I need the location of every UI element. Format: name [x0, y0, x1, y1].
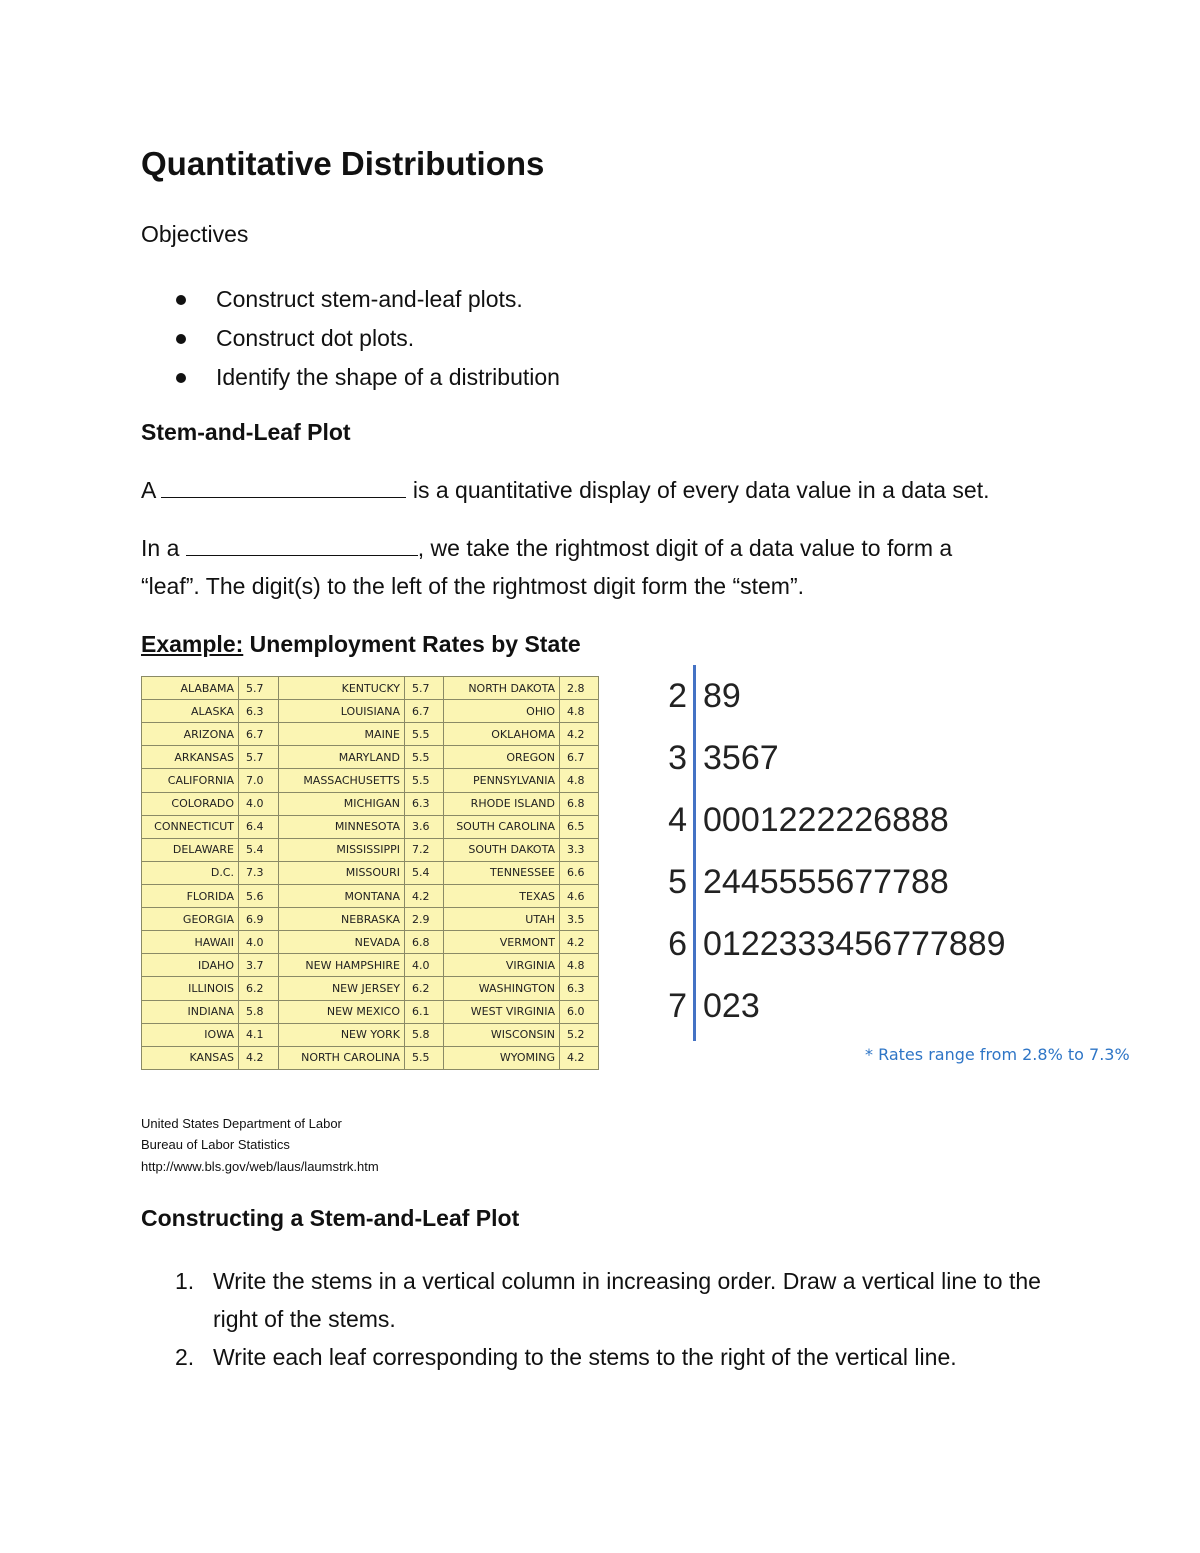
rate-cell: 7.3	[239, 861, 279, 884]
rate-cell: 4.0	[239, 931, 279, 954]
stem-value: 5	[668, 862, 687, 901]
rate-cell: 6.2	[405, 977, 444, 1000]
source-line: Bureau of Labor Statistics	[141, 1137, 290, 1152]
stem-leaf-row	[655, 857, 949, 907]
objective-item: Construct stem-and-leaf plots.	[172, 280, 560, 319]
example-heading: Example: Unemployment Rates by State	[141, 631, 581, 657]
rate-cell: 4.8	[560, 700, 599, 723]
stem-leaf-row	[655, 733, 779, 783]
leaf-values: 3567	[703, 738, 779, 777]
rate-cell: 5.5	[405, 746, 444, 769]
definition-line-1: A is a quantitative display of every data value in a data set.	[141, 477, 990, 503]
state-name-cell: ALASKA	[142, 700, 239, 723]
stem-leaf-plot	[655, 665, 1175, 1045]
state-name-cell: VERMONT	[444, 931, 560, 954]
rate-cell: 3.5	[560, 908, 599, 931]
rate-cell: 4.2	[239, 1046, 279, 1069]
rate-cell: 5.8	[239, 1000, 279, 1023]
rate-cell: 3.3	[560, 838, 599, 861]
stem-divider-line	[693, 665, 696, 1041]
rate-cell: 4.2	[560, 1046, 599, 1069]
rate-cell: 5.8	[405, 1023, 444, 1046]
table-row	[142, 838, 599, 861]
table-row	[142, 769, 599, 792]
rate-cell: 5.4	[405, 861, 444, 884]
state-name-cell: FLORIDA	[142, 884, 239, 907]
state-name-cell: OHIO	[444, 700, 560, 723]
table-row	[142, 884, 599, 907]
state-name-cell: NORTH DAKOTA	[444, 677, 560, 700]
leaf-values: 0122333456777889	[703, 924, 1006, 963]
state-name-cell: NEW MEXICO	[279, 1000, 405, 1023]
rate-cell: 6.0	[560, 1000, 599, 1023]
state-name-cell: MONTANA	[279, 884, 405, 907]
rate-cell: 5.5	[405, 723, 444, 746]
table-row	[142, 977, 599, 1000]
state-name-cell: MASSACHUSETTS	[279, 769, 405, 792]
bullet-icon	[176, 334, 186, 344]
state-name-cell: HAWAII	[142, 931, 239, 954]
state-name-cell: GEORGIA	[142, 908, 239, 931]
rate-cell: 6.1	[405, 1000, 444, 1023]
rate-cell: 6.4	[239, 815, 279, 838]
rate-cell: 5.7	[239, 677, 279, 700]
objectives-list	[172, 280, 560, 397]
rate-cell: 5.5	[405, 1046, 444, 1069]
rate-cell: 2.8	[560, 677, 599, 700]
table-row	[142, 746, 599, 769]
definition-line-2: In a , we take the rightmost digit of a data value to form a	[141, 535, 953, 561]
rate-cell: 7.2	[405, 838, 444, 861]
stem-leaf-row	[655, 919, 1006, 969]
state-name-cell: PENNSYLVANIA	[444, 769, 560, 792]
rate-cell: 4.8	[560, 769, 599, 792]
objective-item: Identify the shape of a distribution	[172, 358, 560, 397]
rate-cell: 5.7	[405, 677, 444, 700]
state-name-cell: WASHINGTON	[444, 977, 560, 1000]
state-name-cell: WISCONSIN	[444, 1023, 560, 1046]
rate-cell: 5.4	[239, 838, 279, 861]
state-name-cell: IOWA	[142, 1023, 239, 1046]
rate-cell: 3.6	[405, 815, 444, 838]
state-name-cell: MISSOURI	[279, 861, 405, 884]
stem-leaf-row	[655, 981, 760, 1031]
state-name-cell: IDAHO	[142, 954, 239, 977]
rate-cell: 4.2	[405, 884, 444, 907]
state-name-cell: MISSISSIPPI	[279, 838, 405, 861]
rate-cell: 3.7	[239, 954, 279, 977]
state-name-cell: OREGON	[444, 746, 560, 769]
rate-cell: 6.7	[239, 723, 279, 746]
bullet-icon	[176, 373, 186, 383]
stem-leaf-row	[655, 795, 949, 845]
step-item: 2. Write each leaf corresponding to the stems to the right of the vertical line.	[175, 1344, 957, 1370]
state-name-cell: VIRGINIA	[444, 954, 560, 977]
page-title: Quantitative Distributions	[141, 145, 545, 182]
state-name-cell: CONNECTICUT	[142, 815, 239, 838]
fill-in-blank	[186, 537, 418, 556]
rate-cell: 6.8	[405, 931, 444, 954]
rate-cell: 4.2	[560, 723, 599, 746]
state-name-cell: LOUISIANA	[279, 700, 405, 723]
leaf-values: 023	[703, 986, 760, 1025]
table-row	[142, 1046, 599, 1069]
state-name-cell: CALIFORNIA	[142, 769, 239, 792]
table-row	[142, 677, 599, 700]
table-row	[142, 1000, 599, 1023]
table-row	[142, 792, 599, 815]
rate-cell: 6.3	[405, 792, 444, 815]
stem-value: 2	[668, 676, 687, 715]
rate-cell: 6.7	[560, 746, 599, 769]
source-line: United States Department of Labor	[141, 1116, 342, 1131]
source-url: http://www.bls.gov/web/laus/laumstrk.htm	[141, 1159, 379, 1174]
state-name-cell: COLORADO	[142, 792, 239, 815]
rate-cell: 4.2	[560, 931, 599, 954]
leaf-values: 2445555677788	[703, 862, 949, 901]
stem-value: 7	[668, 986, 687, 1025]
rate-cell: 6.3	[239, 700, 279, 723]
stem-value: 4	[668, 800, 687, 839]
rate-cell: 4.6	[560, 884, 599, 907]
rate-cell: 7.0	[239, 769, 279, 792]
state-name-cell: TENNESSEE	[444, 861, 560, 884]
table-row	[142, 931, 599, 954]
objectives-heading: Objectives	[141, 221, 249, 247]
rates-range-note: * Rates range from 2.8% to 7.3%	[865, 1045, 1130, 1064]
stem-leaf-row	[655, 671, 741, 721]
rate-cell: 6.6	[560, 861, 599, 884]
state-name-cell: MICHIGAN	[279, 792, 405, 815]
constructing-heading: Constructing a Stem-and-Leaf Plot	[141, 1205, 520, 1231]
table-row	[142, 700, 599, 723]
rate-cell: 6.3	[560, 977, 599, 1000]
state-name-cell: TEXAS	[444, 884, 560, 907]
state-name-cell: KENTUCKY	[279, 677, 405, 700]
state-name-cell: NEVADA	[279, 931, 405, 954]
state-name-cell: NEBRASKA	[279, 908, 405, 931]
leaf-values: 89	[703, 676, 741, 715]
state-name-cell: UTAH	[444, 908, 560, 931]
rate-cell: 4.0	[405, 954, 444, 977]
state-name-cell: NEW YORK	[279, 1023, 405, 1046]
table-row	[142, 815, 599, 838]
state-name-cell: RHODE ISLAND	[444, 792, 560, 815]
state-name-cell: MAINE	[279, 723, 405, 746]
table-row	[142, 1023, 599, 1046]
rate-cell: 6.8	[560, 792, 599, 815]
rate-cell: 6.5	[560, 815, 599, 838]
unemployment-table	[141, 676, 599, 1070]
state-name-cell: WYOMING	[444, 1046, 560, 1069]
rate-cell: 5.5	[405, 769, 444, 792]
table-row	[142, 908, 599, 931]
state-name-cell: ARIZONA	[142, 723, 239, 746]
leaf-values: 0001222226888	[703, 800, 949, 839]
definition-line-3: “leaf”. The digit(s) to the left of the rightmost digit form the “stem”.	[141, 573, 804, 599]
state-name-cell: SOUTH CAROLINA	[444, 815, 560, 838]
fill-in-blank	[161, 479, 406, 498]
rate-cell: 5.2	[560, 1023, 599, 1046]
state-name-cell: ALABAMA	[142, 677, 239, 700]
stemleaf-heading: Stem-and-Leaf Plot	[141, 419, 351, 445]
rate-cell: 6.7	[405, 700, 444, 723]
state-name-cell: D.C.	[142, 861, 239, 884]
state-name-cell: ILLINOIS	[142, 977, 239, 1000]
state-name-cell: OKLAHOMA	[444, 723, 560, 746]
state-name-cell: NEW HAMPSHIRE	[279, 954, 405, 977]
table-row	[142, 861, 599, 884]
state-name-cell: KANSAS	[142, 1046, 239, 1069]
state-name-cell: INDIANA	[142, 1000, 239, 1023]
steps-list	[175, 1262, 1073, 1376]
objective-item: Construct dot plots.	[172, 319, 560, 358]
state-name-cell: SOUTH DAKOTA	[444, 838, 560, 861]
stem-value: 3	[668, 738, 687, 777]
state-name-cell: DELAWARE	[142, 838, 239, 861]
stem-value: 6	[668, 924, 687, 963]
rate-cell: 5.7	[239, 746, 279, 769]
rate-cell: 2.9	[405, 908, 444, 931]
state-name-cell: ARKANSAS	[142, 746, 239, 769]
table-row	[142, 723, 599, 746]
rate-cell: 4.1	[239, 1023, 279, 1046]
step-item: 1. Write the stems in a vertical column in increasing order. Draw a vertical line to the right of the stems.	[175, 1268, 1041, 1332]
state-name-cell: WEST VIRGINIA	[444, 1000, 560, 1023]
state-name-cell: MINNESOTA	[279, 815, 405, 838]
rate-cell: 6.2	[239, 977, 279, 1000]
state-name-cell: NEW JERSEY	[279, 977, 405, 1000]
bullet-icon	[176, 295, 186, 305]
state-name-cell: NORTH CAROLINA	[279, 1046, 405, 1069]
rate-cell: 5.6	[239, 884, 279, 907]
state-name-cell: MARYLAND	[279, 746, 405, 769]
rate-cell: 4.8	[560, 954, 599, 977]
table-row	[142, 954, 599, 977]
rate-cell: 6.9	[239, 908, 279, 931]
rate-cell: 4.0	[239, 792, 279, 815]
